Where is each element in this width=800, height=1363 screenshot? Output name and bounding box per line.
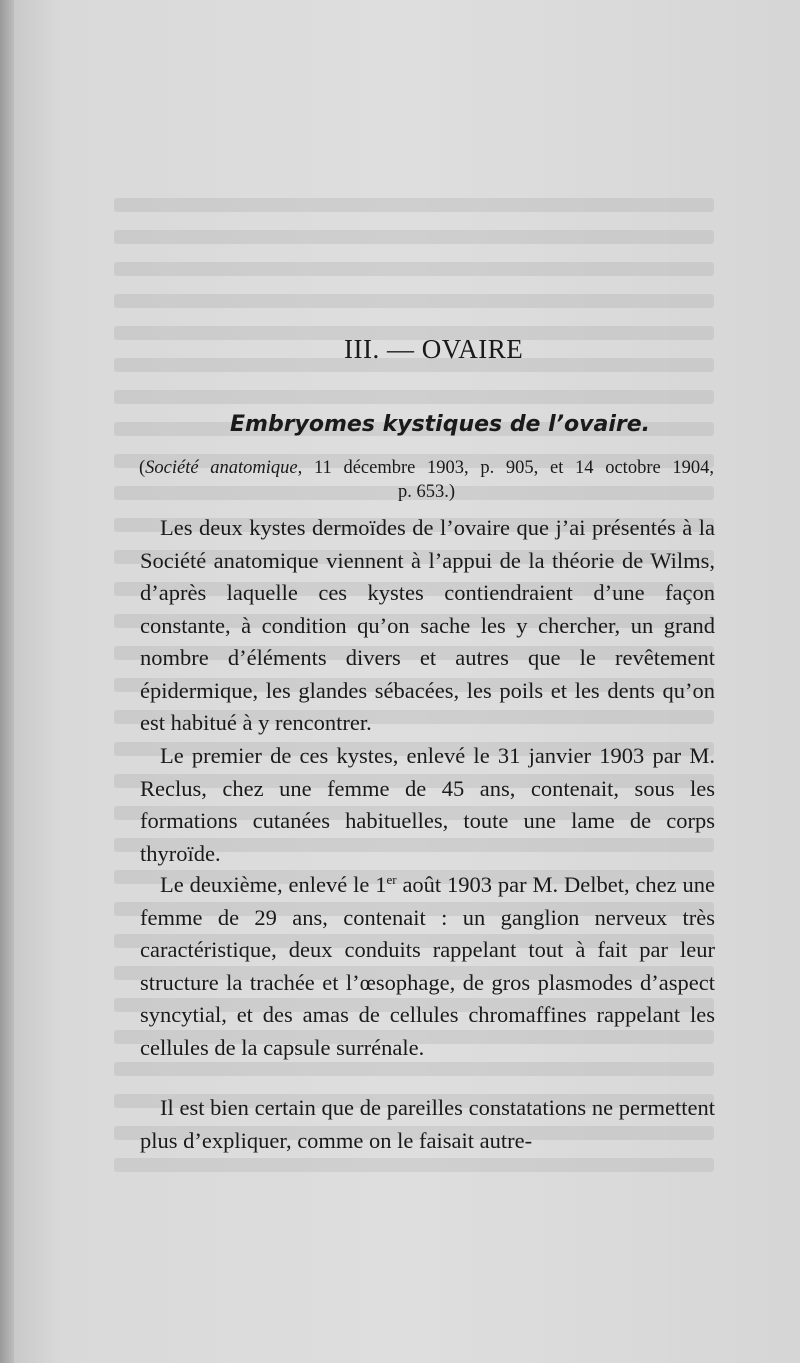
reference-line-2: p. 653.) xyxy=(397,482,456,502)
reference-details: , 11 décembre 1903, p. 905, et 14 octobre 1904, xyxy=(297,458,714,478)
reference-line-1 xyxy=(139,456,714,480)
page-gutter xyxy=(0,0,14,1363)
paragraph-3-start: Le deuxième, enlevé le 1 xyxy=(160,872,387,897)
bibliographic-reference xyxy=(139,456,714,504)
paragraph-1-text: Les deux kystes dermoïdes de l’ovaire que j’ai présentés à la Société anatomique viennent à l’appui de la théorie de Wilms, d’après laquelle ces kystes contiendraient d’une façon constante, à condition qu’on sache les y chercher, un grand nombre d’éléments divers et autres que le revêtement épidermique, les glandes sébacées, les poils et les dents qu’on est habitué à y rencontrer. xyxy=(140,515,715,735)
reference-open-paren: ( xyxy=(139,458,146,478)
paragraph-1 xyxy=(140,512,715,740)
paragraph-2 xyxy=(140,740,715,870)
paragraph-4 xyxy=(140,1092,715,1157)
section-title: III. — OVAIRE xyxy=(344,334,524,364)
book-page xyxy=(14,0,800,1363)
paragraph-2-text: Le premier de ces kystes, enlevé le 31 janvier 1903 par M. Reclus, chez une femme de 45 ans, contenait, sous les formations cutanées habituelles, toute une lame de corps thyroïde. xyxy=(140,743,715,866)
paragraph-3 xyxy=(140,869,715,1064)
reference-journal: Société anatomique xyxy=(145,458,298,478)
paragraph-3-text xyxy=(140,869,715,1064)
ordinal-superscript: er xyxy=(386,872,397,887)
paragraph-3-rest: août 1903 par M. Delbet, chez une femme de 29 ans, contenait : un ganglion nerveux très caractéristique, deux conduits rappelant tout à fait par leur structure la trachée et l’œsophage, de gros plasmodes d’aspect syncytial, et des amas de cellules chromaffines rappelant les cellules de la capsule surrénale. xyxy=(140,872,715,1060)
chapter-subtitle: Embryomes kystiques de l’ovaire. xyxy=(230,412,651,437)
paragraph-4-text: Il est bien certain que de pareilles constatations ne permettent plus d’expliquer, comme on le faisait autre- xyxy=(140,1095,715,1153)
